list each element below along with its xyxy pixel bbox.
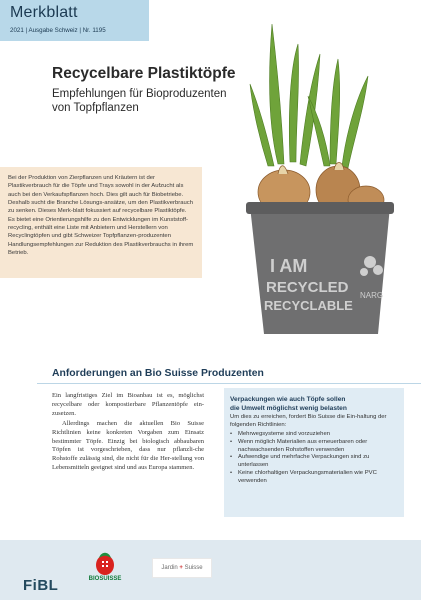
jardinsuisse-word-2: Suisse [184,565,203,571]
bullet-icon: • [230,454,233,461]
biosuisse-bud-icon [83,552,127,576]
subtitle-line-2: von Topfpflanzen [52,102,139,114]
pot-print-line2: RECYCLED [266,279,349,296]
body-paragraph-2: Allerdings machen die aktuellen Bio Suisse Richtlinien keine konkreten Vorgaben zum Einsatz bestimmter Töpfe. Einzig bei biologisch abbaubaren Töpfen ist vorgeschrieben, dass nur pflanzli-che Rohstoffe zulässig sind, die nicht für die Her-stellung von Lebensmitteln geeignet sind und aus Europa stammen. [52,419,204,472]
bullet-icon: • [230,469,233,476]
fibl-logo: FiBL [23,577,59,594]
section-title: Anforderungen an Bio Suisse Produzenten [52,368,264,379]
info-sidebar [224,388,404,517]
document-kind: Merkblatt [10,4,78,21]
list-item [230,470,398,485]
sidebar-title-line-1: Verpackungen wie auch Töpfe sollen [230,396,346,403]
page-title: Recycelbare Plastiktöpfe [52,65,236,82]
plant-pot [246,202,394,334]
body-paragraph-1: Ein langfristiges Ziel im Bioanbau ist es, möglichst recycelbare oder kompostierbare Pflanzentöpfe ein-zusetzen. [52,392,204,417]
pot-brand: NARG [360,291,384,300]
intro-box [0,167,202,278]
body-column [52,392,204,473]
potted-plant-photo [238,14,402,334]
sidebar-list [230,431,398,485]
issue-info: 2021 | Ausgabe Schweiz | Nr. 1195 [10,27,106,34]
plant-leaves [250,24,368,168]
pot-print-line1: I AM [270,256,308,276]
sidebar-title [230,396,398,413]
sidebar-title-line-2: die Umwelt möglichst wenig belasten [230,404,347,412]
section-divider [37,383,421,384]
bullet-icon: • [230,431,233,438]
list-item-text: Mehrwegsysteme sind vorzuziehen [238,431,331,438]
swiss-cross-icon: + [179,565,183,571]
list-item-text: Aufwendige und mehrfache Verpackungen sind zu unterlassen [238,454,370,469]
list-item [230,439,398,454]
jardinsuisse-logo [152,558,212,578]
header-box [0,0,149,41]
list-item [230,454,398,469]
list-item [230,431,398,439]
pot-print-line3: RECYCLABLE [264,298,353,313]
list-item-text: Wenn möglich Materialien aus erneuerbaren oder nachwachsenden Rohstoffen verwenden [238,439,368,453]
list-item-text: Keine chlorhaltigen Verpackungsmaterialien wie PVC verwenden [238,469,377,484]
jardinsuisse-word-1: Jardin [161,565,178,571]
bullet-icon: • [230,439,233,446]
subtitle-line-1: Empfehlungen für Bioproduzenten [52,88,227,100]
biosuisse-wordmark: BIOSUISSE [88,576,122,582]
sidebar-intro: Um dies zu erreichen, fordert Bio Suisse die Ein-haltung der folgenden Richtlinien: [230,414,387,428]
intro-text: Bei der Produktion von Zierpflanzen und Kräutern ist der Plastikverbrauch für die Töpfe und Trays sowohl in der Aufzucht als auch bei den Verkaufspflanzen hoch. Dies gilt auch für Biobetriebe. Deshalb sucht die Branche Lösungs-ansätze, um den Plastikverbrauch zu senken. Dieses Merk-blatt fokussiert auf recycelbare Plastiktöpfe. Es bietet eine Orientierungshilfe zu den Entwicklungen im Kunststoff-recycling, enthält eine Liste mit Anbietern und Herstellern von Recyclingtöpfen und gibt Schweizer Topfpflanzen-produzenten Handlungsempfehlungen zur Reduktion des Plastikverbrauchs in ihrem Betrieb. [8,175,194,257]
biosuisse-logo [83,552,127,588]
